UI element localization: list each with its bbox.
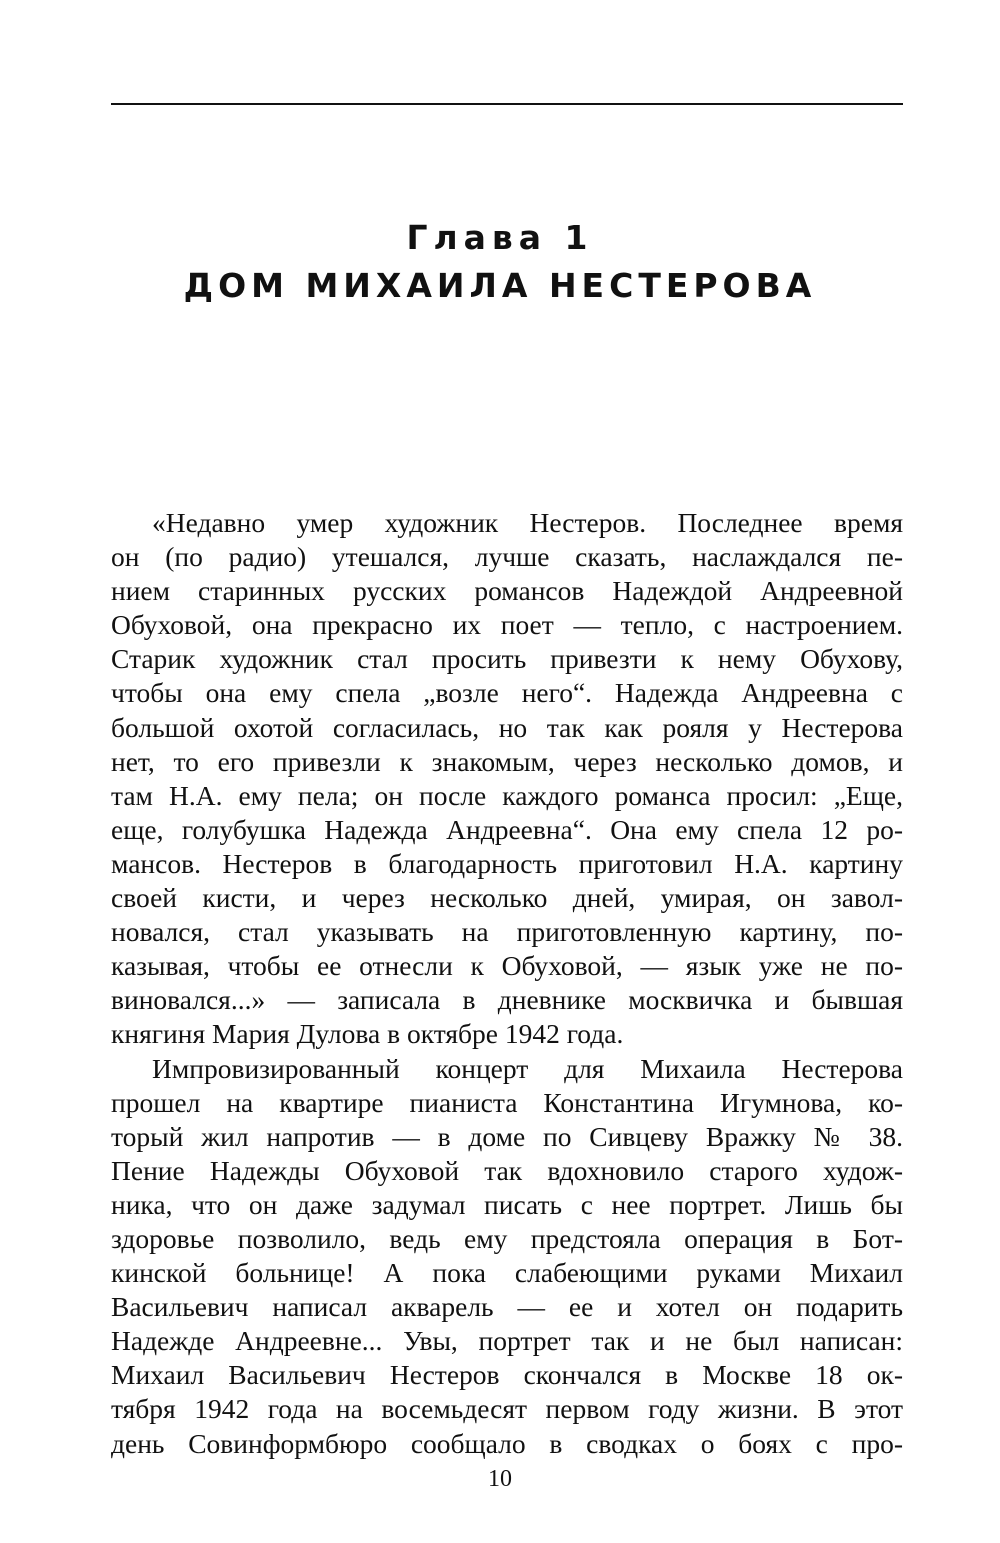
text-line: Импровизированный концерт для Михаила Нестерова: [152, 1052, 903, 1084]
text-line: нет, то его привезли к знакомым, через несколько домов, и: [111, 745, 903, 777]
top-rule: [111, 103, 903, 105]
text-line: торый жил напротив — в доме по Сивцеву Вражку № 38.: [111, 1120, 903, 1152]
text-line: ника, что он даже задумал писать с нее портрет. Лишь бы: [111, 1188, 903, 1220]
text-line: Обуховой, она прекрасно их поет — тепло, с настроением.: [111, 609, 903, 641]
text-line: Васильевич написал акварель — ее и хотел он подарить: [111, 1291, 903, 1323]
text-line: новался, стал указывать на приготовленную картину, по-: [111, 916, 903, 948]
page-number: 10: [488, 1466, 512, 1492]
paragraph-2: [111, 1052, 903, 1461]
text-line: «Недавно умер художник Нестеров. Последнее время: [152, 507, 903, 538]
text-line: день Совинформбюро сообщало в сводках о боях с про-: [111, 1427, 903, 1459]
text-line: виновался...» — записала в дневнике москвичка и бывшая: [111, 984, 903, 1016]
text-line: Старик художник стал просить привезти к нему Обухову,: [111, 643, 903, 675]
paragraph-1: [111, 506, 903, 1052]
chapter-title: ДОМ МИХАИЛА НЕСТЕРОВА: [183, 266, 817, 305]
body-text: [111, 506, 903, 1461]
text-line: Надежде Андреевне... Увы, портрет так и не был написан:: [111, 1325, 903, 1357]
text-line: княгиня Мария Дулова в октябре 1942 года.: [111, 1018, 624, 1050]
text-line: тября 1942 года на восемьдесят первом году жизни. В этот: [111, 1393, 903, 1425]
text-line: казывая, чтобы ее отнесли к Обуховой, — язык уже не по-: [111, 950, 903, 982]
text-line: Пение Надежды Обуховой так вдохновило старого худож-: [111, 1154, 903, 1186]
text-line: еще, голубушка Надежда Андреевна“. Она ему спела 12 ро-: [111, 813, 903, 845]
text-line: своей кисти, и через несколько дней, умирая, он завол-: [111, 882, 903, 914]
text-line: нием старинных русских романсов Надеждой Андреевной: [111, 575, 903, 607]
text-line: там Н.А. ему пела; он после каждого романса просил: „Еще,: [111, 779, 903, 811]
text-line: здоровье позволило, ведь ему предстояла операция в Бот-: [111, 1222, 903, 1254]
text-line: Михаил Васильевич Нестеров скончался в Москве 18 ок-: [111, 1359, 903, 1391]
text-line: мансов. Нестеров в благодарность приготовил Н.А. картину: [111, 847, 903, 879]
text-line: прошел на квартире пианиста Константина Игумнова, ко-: [111, 1086, 903, 1118]
text-line: он (по радио) утешался, лучше сказать, наслаждался пе-: [111, 541, 903, 573]
text-line: кинской больнице! А пока слабеющими руками Михаил: [111, 1257, 903, 1289]
text-line: чтобы она ему спела „возле него“. Надежда Андреевна с: [111, 677, 903, 709]
chapter-number: Глава 1: [406, 218, 594, 257]
text-line: большой охотой согласилась, но так как рояля у Нестерова: [111, 711, 903, 743]
